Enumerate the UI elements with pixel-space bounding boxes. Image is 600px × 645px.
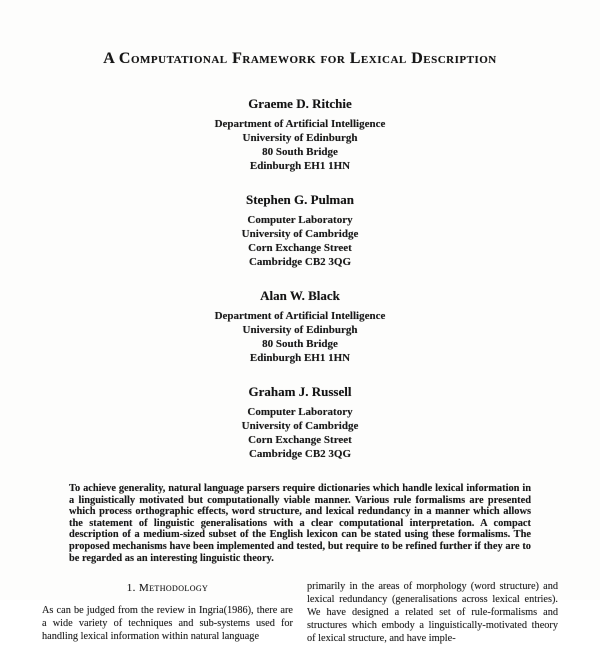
author-affiliation-line: University of Edinburgh [242, 132, 358, 144]
author-affiliation-line: Computer Laboratory [247, 214, 353, 226]
author-affiliation-line: Corn Exchange Street [248, 434, 352, 446]
author-name: Stephen G. Pulman [246, 192, 354, 207]
author-affiliation-line: Computer Laboratory [247, 406, 353, 418]
two-column-body [42, 580, 558, 645]
author-affiliation-line: Edinburgh EH1 1HN [249, 352, 351, 364]
author-affiliation-line: University of Cambridge [241, 420, 359, 432]
author-affiliation-line: Department of Artificial Intelligence [214, 310, 386, 322]
author-affiliation-line: Cambridge CB2 3QG [248, 256, 352, 268]
author-affiliation-line: University of Edinburgh [242, 324, 358, 336]
author-name: Alan W. Black [260, 288, 340, 303]
section-heading: 1. Methodology [126, 582, 209, 595]
column-left-text: As can be judged from the review in Ingria(1986), there are a wide variety of techniques and sub-systems used for handling lexical information within natural language [42, 605, 293, 643]
abstract-text: To achieve generality, natural language parsers require dictionaries which handle lexical information in a linguistically motivated but computationally viable manner. Various rule formalisms are presented which process orthographic effects, word structure, and lexical redundancy in a manner which allows the statement of linguistic generalisations with a clear computational interpretation. A compact description of a medium-sized subset of the English lexicon can be stated using these formalisms. The proposed mechanisms have been implemented and tested, but require to be refined further if they are to be regarded as an interesting linguistic theory. [69, 483, 531, 564]
column-left [42, 580, 293, 645]
column-right-text: primarily in the areas of morphology (word structure) and lexical redundancy (generalisations across lexical entries). We have designed a related set of rule-formalisms and structures which embody a linguistically-motivated theory of lexical structure, and have imple- [307, 581, 558, 645]
author-block [0, 384, 600, 461]
author-block [0, 192, 600, 269]
author-block [0, 96, 600, 173]
author-name: Graham J. Russell [248, 384, 352, 399]
author-block [0, 288, 600, 365]
column-right [307, 580, 558, 645]
author-affiliation-line: Department of Artificial Intelligence [214, 118, 386, 130]
author-affiliation-line: University of Cambridge [241, 228, 359, 240]
author-affiliation-line: Cambridge CB2 3QG [248, 448, 352, 460]
author-affiliation-line: 80 South Bridge [262, 338, 338, 350]
paper-title: A Computational Framework for Lexical Description [103, 50, 497, 67]
author-name: Graeme D. Ritchie [248, 96, 352, 111]
author-affiliation-line: Corn Exchange Street [248, 242, 352, 254]
author-affiliation-line: 80 South Bridge [262, 146, 338, 158]
author-affiliation-line: Edinburgh EH1 1HN [249, 160, 351, 172]
